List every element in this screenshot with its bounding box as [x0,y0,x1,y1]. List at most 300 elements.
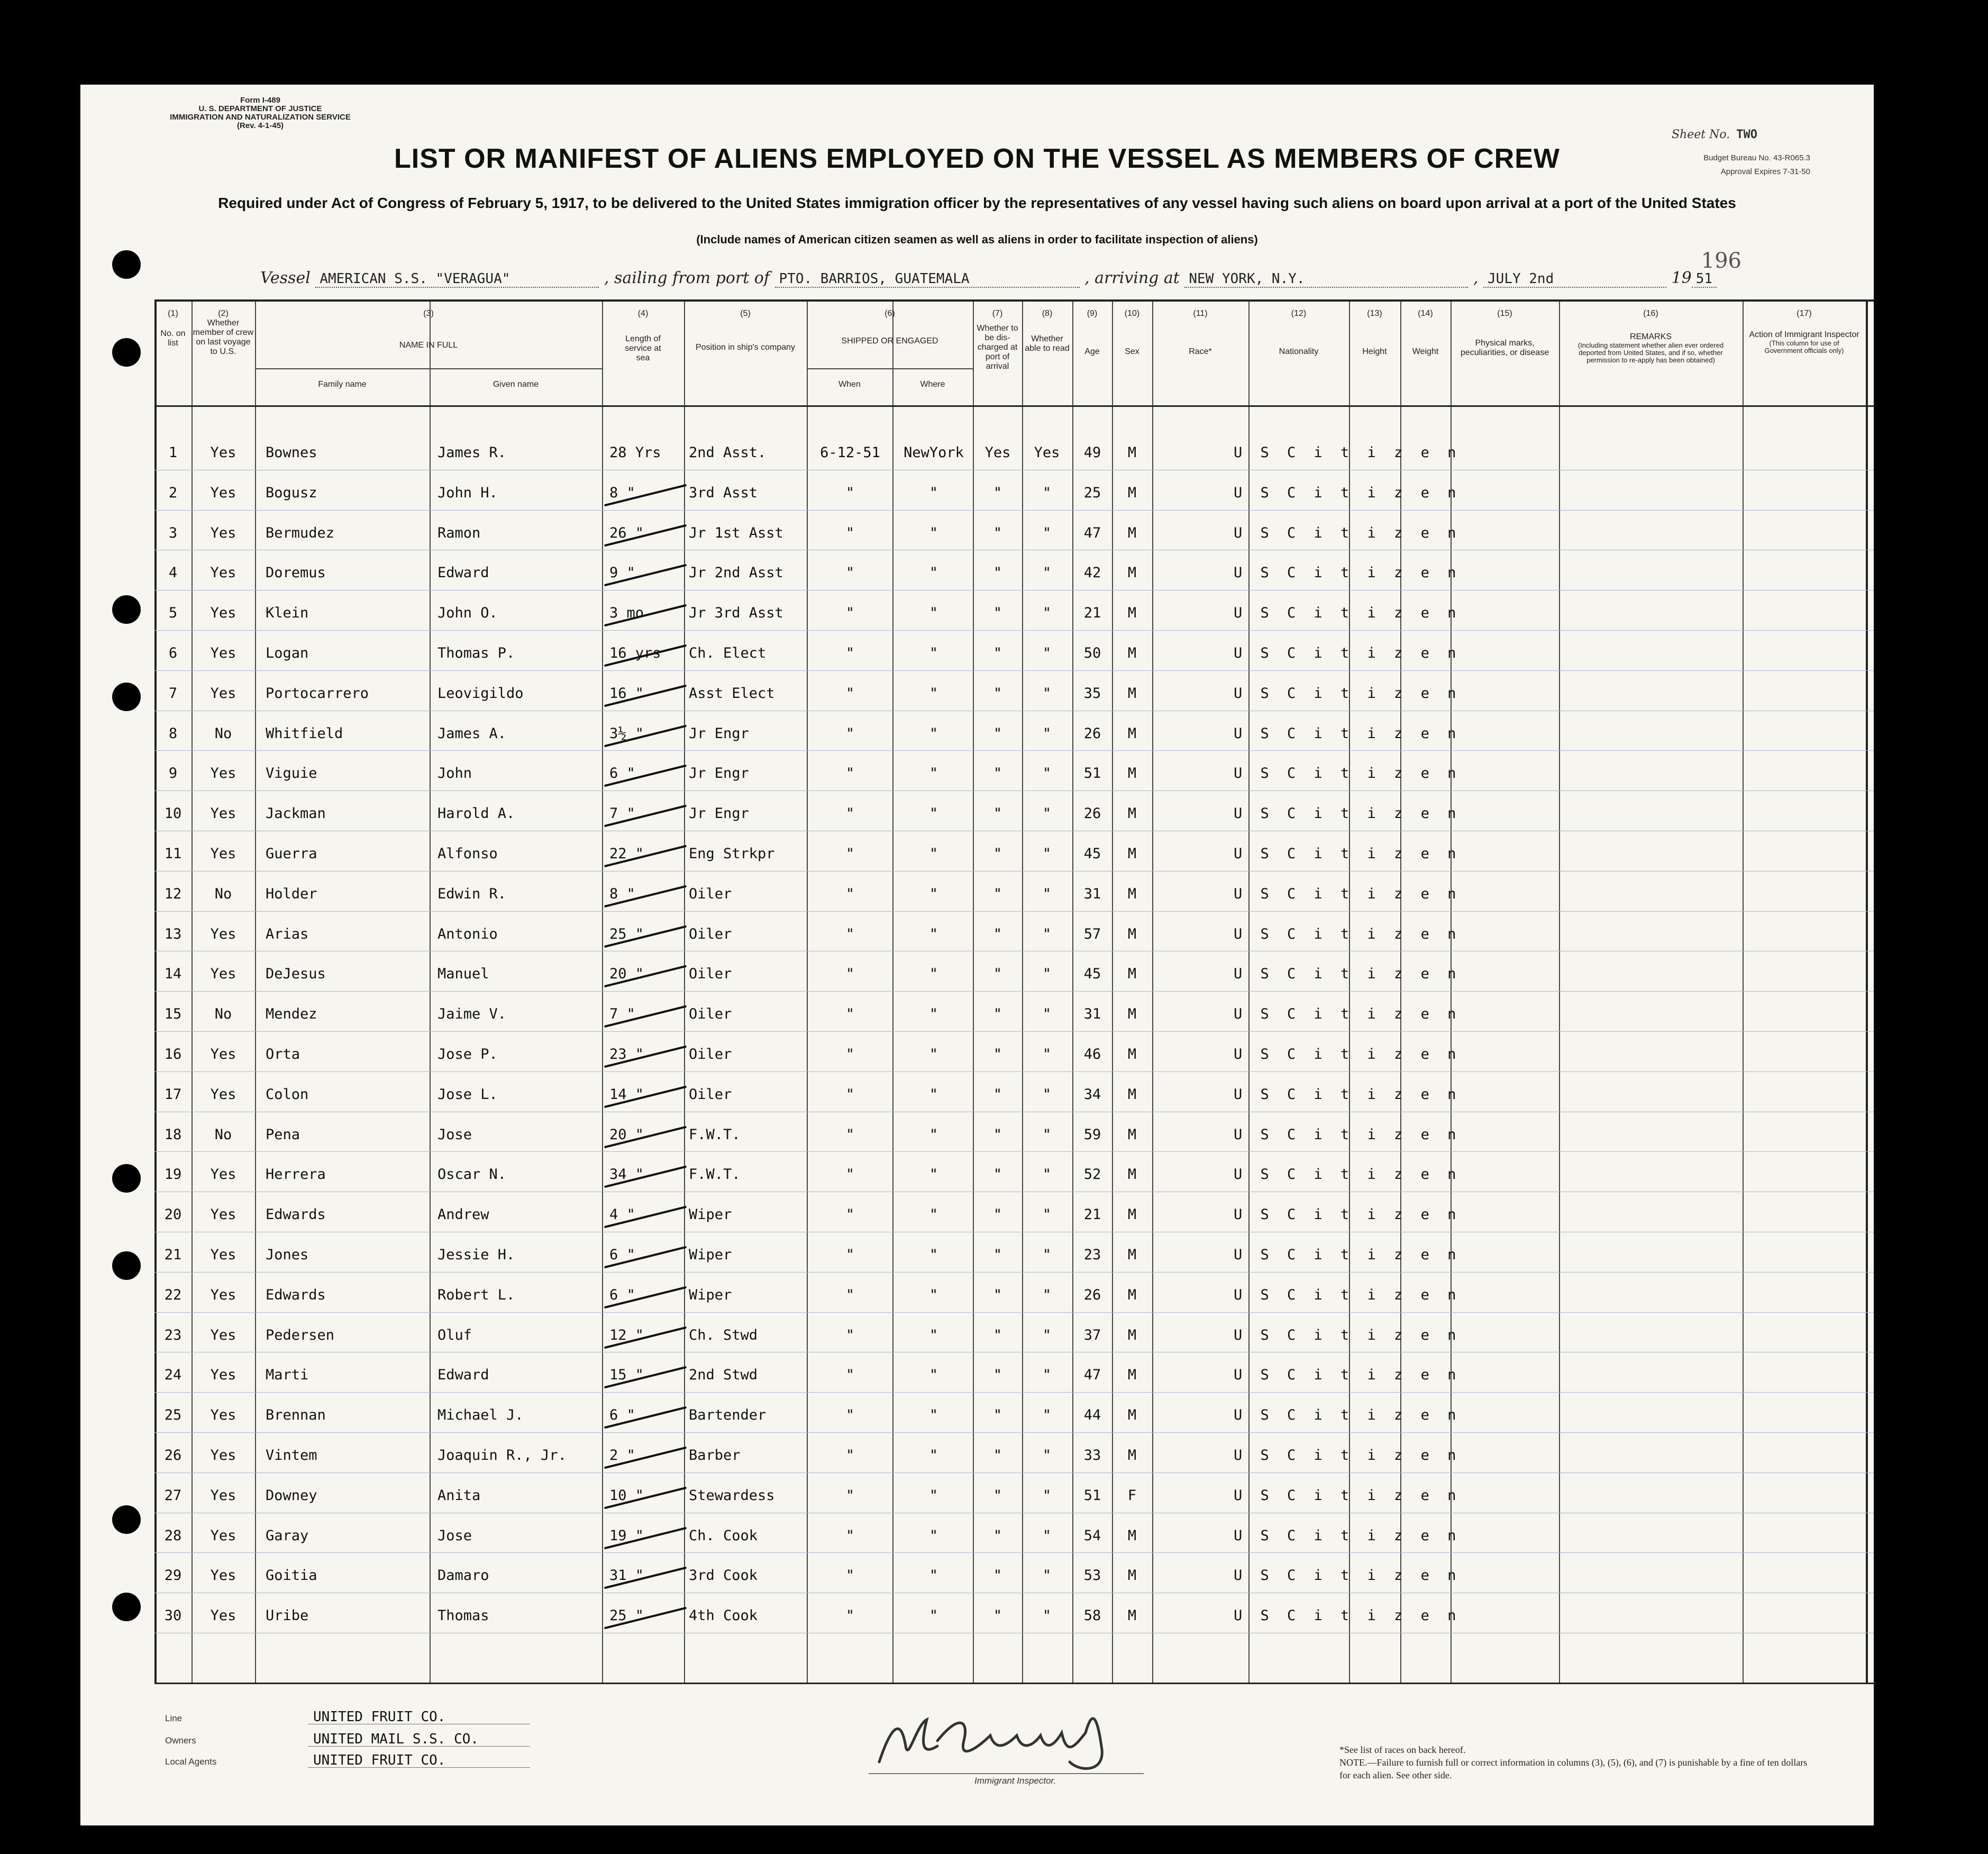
cell-when: " [845,645,855,661]
row-rule [154,991,1874,992]
cell-read: " [1042,1166,1052,1183]
cell-when: " [845,565,855,581]
header-col15: (15) Physical marks, peculiarities, or disease [1460,309,1549,357]
cell-family: Mendez [266,1006,317,1023]
cell-where: " [929,685,938,702]
cell-disch: " [993,645,1002,661]
binder-hole [112,1164,141,1193]
cell-position: Jr Engr [689,725,749,742]
cell-position: Wiper [689,1206,732,1223]
cell-prev: Yes [210,1166,236,1183]
cell-service: 14 " [609,1086,644,1103]
cell-read: " [1042,1487,1052,1504]
cell-where: " [929,1247,938,1263]
cell-nat: U S C i t i z e n [1234,966,1461,983]
cell-read: " [1042,805,1052,822]
sheet-number-label: Sheet No. [1672,128,1730,141]
cell-when: " [845,966,855,983]
cell-given: Thomas [437,1607,489,1624]
cell-age: 33 [1083,1447,1101,1464]
footer-note [1339,1743,1816,1782]
cell-when: " [845,1326,855,1343]
cell-given: Jose P. [437,1046,498,1062]
page-number: 196 [1701,249,1741,273]
header-col17: (17) Action of Immigrant Inspector (This column for use of Government officials only) [1749,309,1859,355]
cell-sex: M [1127,444,1137,461]
cell-position: Ch. Elect [689,645,767,661]
cell-prev: Yes [210,484,236,501]
cell-read: " [1042,765,1052,782]
cell-no: 20 [164,1206,182,1223]
form-rev: (Rev. 4-1-45) [236,121,284,130]
cell-service: 9 " [609,565,635,581]
cell-no: 15 [164,1006,182,1023]
cell-prev: Yes [210,1567,236,1584]
cell-prev: Yes [210,1607,236,1624]
cell-read: " [1042,1567,1052,1584]
cell-prev: Yes [210,1487,236,1504]
cell-sex: M [1127,484,1137,501]
cell-position: 4th Cook [689,1607,758,1624]
cell-read: " [1042,1247,1052,1263]
cell-sex: M [1127,1367,1137,1384]
cell-service: 4 " [609,1206,635,1223]
cell-age: 53 [1083,1567,1101,1584]
cell-age: 44 [1083,1407,1101,1424]
row-rule [154,670,1874,671]
cell-when: " [845,1126,855,1143]
cell-when: " [845,1567,855,1584]
cell-given: Jose [437,1126,472,1143]
header-col8: (8) Whether able to read [1025,309,1070,353]
cell-position: Jr 3rd Asst [689,605,783,622]
cell-disch: " [993,1527,1002,1544]
cell-position: F.W.T. [689,1166,741,1183]
header-where: Where [920,380,945,389]
cell-service: 20 " [609,966,644,983]
form-identifier [154,96,366,130]
cell-family: Pena [266,1126,300,1143]
cell-family: Vintem [266,1447,317,1464]
cell-nat: U S C i t i z e n [1234,484,1461,501]
cell-prev: Yes [210,805,236,822]
document-title: LIST OR MANIFEST OF ALIENS EMPLOYED ON THE VESSEL AS MEMBERS OF CREW [394,143,1560,174]
row-rule [154,1432,1874,1433]
cell-disch: " [993,1046,1002,1062]
cell-disch: " [993,846,1002,862]
cell-service: 23 " [609,1046,644,1062]
cell-where: " [929,885,938,902]
document-subtitle: Required under Act of Congress of February 5, 1917, to be delivered to the United States immigration officer by the representatives of any vessel having such aliens on board upon arrival at a port of the United States [218,195,1736,211]
cell-prev: Yes [210,1407,236,1424]
cell-position: Ch. Cook [689,1527,758,1544]
header-col3: (3) NAME IN FULL [399,309,458,350]
cell-no: 19 [164,1166,182,1183]
cell-sex: M [1127,1206,1137,1223]
cell-read: " [1042,725,1052,742]
header-col16: (16) REMARKS (Including statement whether alien ever ordered deported from United States, and if so, whether permission to re-apply has been obtained) [1577,309,1724,364]
cell-service: 8 " [609,484,635,501]
cell-family: Bermudez [266,524,335,541]
cell-sex: M [1127,1447,1137,1464]
cell-age: 26 [1083,805,1101,822]
cell-no: 14 [164,966,182,983]
cell-nat: U S C i t i z e n [1234,846,1461,862]
cell-no: 18 [164,1126,182,1143]
cell-family: Holder [266,885,317,902]
cell-no: 21 [164,1247,182,1263]
cell-disch: " [993,885,1002,902]
inspector-label: Immigrant Inspector. [974,1776,1056,1786]
row-rule [154,510,1874,511]
cell-prev: Yes [210,524,236,541]
cell-where: " [929,966,938,983]
cell-age: 31 [1083,1006,1101,1023]
cell-service: 12 " [609,1326,644,1343]
cell-given: John [437,765,472,782]
cell-service: 3 mo [609,605,644,622]
cell-service: 7 " [609,805,635,822]
row-rule [154,750,1874,751]
cell-given: Oscar N. [437,1166,507,1183]
cell-family: Colon [266,1086,309,1103]
cell-prev: Yes [210,925,236,942]
cell-given: Edward [437,1367,489,1384]
cell-nat: U S C i t i z e n [1234,805,1461,822]
cell-nat: U S C i t i z e n [1234,1006,1461,1023]
cell-where: " [929,725,938,742]
cell-disch: " [993,605,1002,622]
cell-when: " [845,1447,855,1464]
vessel-line: Vessel AMERICAN S.S. "VERAGUA" , sailing from port of PTO. BARRIOS, GUATEMALA , arriving at NEW YORK, N.Y. , JULY 2nd 19 51 [260,269,1717,288]
cell-service: 25 " [609,1607,644,1624]
cell-where: " [929,925,938,942]
cell-no: 8 [168,725,178,742]
cell-when: " [845,1006,855,1023]
cell-nat: U S C i t i z e n [1234,565,1461,581]
cell-disch: " [993,565,1002,581]
cell-age: 51 [1083,765,1101,782]
binder-hole [112,250,141,279]
cell-position: Oiler [689,1006,732,1023]
cell-where: " [929,1326,938,1343]
cell-prev: No [214,1126,232,1143]
cell-when: " [845,1046,855,1062]
row-rule [154,911,1874,912]
cell-prev: Yes [210,966,236,983]
footer-line: Line UNITED FRUIT CO. [165,1713,182,1724]
cell-sex: M [1127,1527,1137,1544]
cell-nat: U S C i t i z e n [1234,725,1461,742]
cell-sex: M [1127,725,1137,742]
cell-when: " [845,484,855,501]
cell-age: 45 [1083,966,1101,983]
penalty-note: NOTE.—Failure to furnish full or correct information in columns (3), (5), (6), and (7) is punishable by a fine of ten dollars for each alien. See other side. [1339,1757,1808,1780]
agents-value: UNITED FRUIT CO. [313,1752,446,1768]
row-rule [154,630,1874,631]
cell-disch: " [993,1487,1002,1504]
cell-where: " [929,645,938,661]
cell-no: 7 [168,685,178,702]
cell-prev: No [214,725,232,742]
cell-read: " [1042,1367,1052,1384]
cell-given: Alfonso [437,846,498,862]
cell-disch: " [993,1367,1002,1384]
cell-sex: M [1127,966,1137,983]
cell-when: " [845,925,855,942]
cell-family: Uribe [266,1607,309,1624]
cell-sex: M [1127,524,1137,541]
cell-prev: Yes [210,1527,236,1544]
cell-sex: M [1127,1607,1137,1624]
cell-sex: M [1127,1286,1137,1303]
cell-service: 26 " [609,524,644,541]
cell-given: James A. [437,725,507,742]
cell-given: Andrew [437,1206,489,1223]
cell-prev: Yes [210,1447,236,1464]
row-rule [154,790,1874,791]
cell-service: 25 " [609,925,644,942]
cell-read: " [1042,1407,1052,1424]
cell-disch: " [993,765,1002,782]
cell-nat: U S C i t i z e n [1234,1326,1461,1343]
cell-no: 24 [164,1367,182,1384]
cell-prev: Yes [210,605,236,622]
cell-service: 16 yrs [609,645,661,661]
cell-where: " [929,1567,938,1584]
row-rule [154,1552,1874,1553]
vessel-label: Vessel [260,269,311,287]
cell-when: " [845,1487,855,1504]
cell-nat: U S C i t i z e n [1234,1126,1461,1143]
cell-prev: No [214,885,232,902]
cell-where: " [929,1046,938,1062]
cell-nat: U S C i t i z e n [1234,1286,1461,1303]
cell-age: 23 [1083,1247,1101,1263]
cell-family: Edwards [266,1206,326,1223]
cell-read: " [1042,685,1052,702]
cell-service: 16 " [609,685,644,702]
cell-when: " [845,1527,855,1544]
cell-disch: " [993,685,1002,702]
cell-age: 58 [1083,1607,1101,1624]
cell-prev: Yes [210,1247,236,1263]
races-note: *See list of races on back hereof. [1339,1744,1466,1755]
cell-nat: U S C i t i z e n [1234,524,1461,541]
cell-given: Ramon [437,524,481,541]
cell-given: Robert L. [437,1286,515,1303]
cell-position: Jr Engr [689,805,749,822]
cell-position: Wiper [689,1286,732,1303]
cell-position: Wiper [689,1247,732,1263]
cell-nat: U S C i t i z e n [1234,685,1461,702]
cell-age: 21 [1083,605,1101,622]
cell-where: " [929,1487,938,1504]
cell-where: " [929,1527,938,1544]
cell-when: " [845,605,855,622]
form-service: IMMIGRATION AND NATURALIZATION SERVICE [170,113,351,122]
cell-sex: M [1127,605,1137,622]
cell-position: 2nd Asst. [689,444,767,461]
cell-service: 6 " [609,1247,635,1263]
cell-age: 47 [1083,524,1101,541]
cell-position: Asst Elect [689,685,775,702]
cell-where: " [929,846,938,862]
header-col12: (12) Nationality [1279,309,1319,356]
sheet-number [1672,128,1757,141]
cell-disch: " [993,805,1002,822]
cell-prev: No [214,1006,232,1023]
cell-read: " [1042,565,1052,581]
cell-given: Michael J. [437,1407,524,1424]
cell-position: Oiler [689,1046,732,1062]
cell-family: Goitia [266,1567,317,1584]
cell-family: Bownes [266,444,317,461]
cell-family: Logan [266,645,309,661]
cell-position: Jr 2nd Asst [689,565,783,581]
cell-read: " [1042,1206,1052,1223]
cell-no: 4 [168,565,178,581]
cell-when: " [845,885,855,902]
cell-read: " [1042,1006,1052,1023]
header-col14: (14) Weight [1412,309,1439,356]
header-col11: (11) Race* [1189,309,1212,356]
cell-disch: " [993,966,1002,983]
cell-service: 10 " [609,1487,644,1504]
cell-when: " [845,1367,855,1384]
row-rule [154,1151,1874,1152]
cell-given: Edward [437,565,489,581]
cell-position: F.W.T. [689,1126,741,1143]
cell-given: Damaro [437,1567,489,1584]
cell-given: Leovigildo [437,685,524,702]
cell-disch: " [993,1247,1002,1263]
cell-prev: Yes [210,846,236,862]
cell-sex: M [1127,1407,1137,1424]
cell-disch: Yes [984,444,1011,461]
cell-disch: " [993,484,1002,501]
cell-sex: M [1127,1166,1137,1183]
cell-service: 19 " [609,1527,644,1544]
cell-disch: " [993,1206,1002,1223]
cell-when: " [845,685,855,702]
cell-given: Jaime V. [437,1006,507,1023]
cell-nat: U S C i t i z e n [1234,1206,1461,1223]
cell-service: 8 " [609,885,635,902]
cell-where: " [929,1166,938,1183]
binder-hole [112,1593,141,1621]
cell-when: " [845,1247,855,1263]
cell-sex: M [1127,805,1137,822]
cell-position: Eng Strkpr [689,846,775,862]
cell-age: 49 [1083,444,1101,461]
cell-given: Manuel [437,966,489,983]
cell-family: Arias [266,925,309,942]
cell-where: " [929,605,938,622]
line-value: UNITED FRUIT CO. [313,1709,446,1725]
cell-service: 6 " [609,1286,635,1303]
cell-prev: Yes [210,565,236,581]
cell-service: 2 " [609,1447,635,1464]
header-col6: (6) SHIPPED OR ENGAGED [841,309,938,346]
cell-age: 42 [1083,565,1101,581]
cell-where: " [929,1286,938,1303]
cell-family: Orta [266,1046,300,1062]
cell-no: 1 [168,444,178,461]
cell-prev: Yes [210,1086,236,1103]
vessel-name: AMERICAN S.S. "VERAGUA" [315,271,599,288]
inspector-signature [858,1683,1154,1778]
cell-read: " [1042,1046,1052,1062]
cell-nat: U S C i t i z e n [1234,1447,1461,1464]
cell-sex: M [1127,1326,1137,1343]
arriving-label: , arriving at [1084,269,1180,287]
cell-given: John O. [437,605,498,622]
cell-given: John H. [437,484,498,501]
binder-hole [112,1505,141,1534]
cell-read: " [1042,1447,1052,1464]
cell-read: " [1042,966,1052,983]
cell-nat: U S C i t i z e n [1234,444,1461,461]
cell-sex: M [1127,765,1137,782]
header-when: When [838,380,861,389]
cell-disch: " [993,1607,1002,1624]
cell-no: 26 [164,1447,182,1464]
cell-where: " [929,1447,938,1464]
cell-no: 11 [164,846,182,862]
cell-family: Edwards [266,1286,326,1303]
cell-nat: U S C i t i z e n [1234,1567,1461,1584]
cell-given: James R. [437,444,507,461]
cell-age: 26 [1083,725,1101,742]
cell-sex: M [1127,1046,1137,1062]
cell-service: 7 " [609,1006,635,1023]
cell-family: Viguie [266,765,317,782]
cell-age: 45 [1083,846,1101,862]
cell-when: " [845,1607,855,1624]
cell-prev: Yes [210,1046,236,1062]
cell-where: " [929,765,938,782]
cell-disch: " [993,1286,1002,1303]
cell-service: 31 " [609,1567,644,1584]
cell-family: Klein [266,605,309,622]
cell-where: " [929,1407,938,1424]
cell-service: 6 " [609,1407,635,1424]
cell-given: Jessie H. [437,1247,515,1263]
cell-disch: " [993,1567,1002,1584]
cell-nat: U S C i t i z e n [1234,1367,1461,1384]
cell-age: 52 [1083,1166,1101,1183]
cell-no: 16 [164,1046,182,1062]
cell-position: 3rd Cook [689,1567,758,1584]
cell-prev: Yes [210,1367,236,1384]
cell-nat: U S C i t i z e n [1234,765,1461,782]
cell-position: Ch. Stwd [689,1326,758,1343]
header-col1: (1) No. on list [160,309,186,348]
cell-no: 10 [164,805,182,822]
cell-nat: U S C i t i z e n [1234,645,1461,661]
cell-when: " [845,1407,855,1424]
year-prefix: 19 [1671,269,1692,287]
cell-family: Jackman [266,805,326,822]
document-instruction: (Include names of American citizen seamen as well as aliens in order to facilitate inspection of aliens) [696,233,1258,246]
cell-when: " [845,1286,855,1303]
header-col2: (2) Whether member of crew on last voyage to U.S. [193,309,254,356]
cell-given: Jose [437,1527,472,1544]
cell-age: 59 [1083,1126,1101,1143]
cell-family: Bogusz [266,484,317,501]
cell-read: " [1042,885,1052,902]
